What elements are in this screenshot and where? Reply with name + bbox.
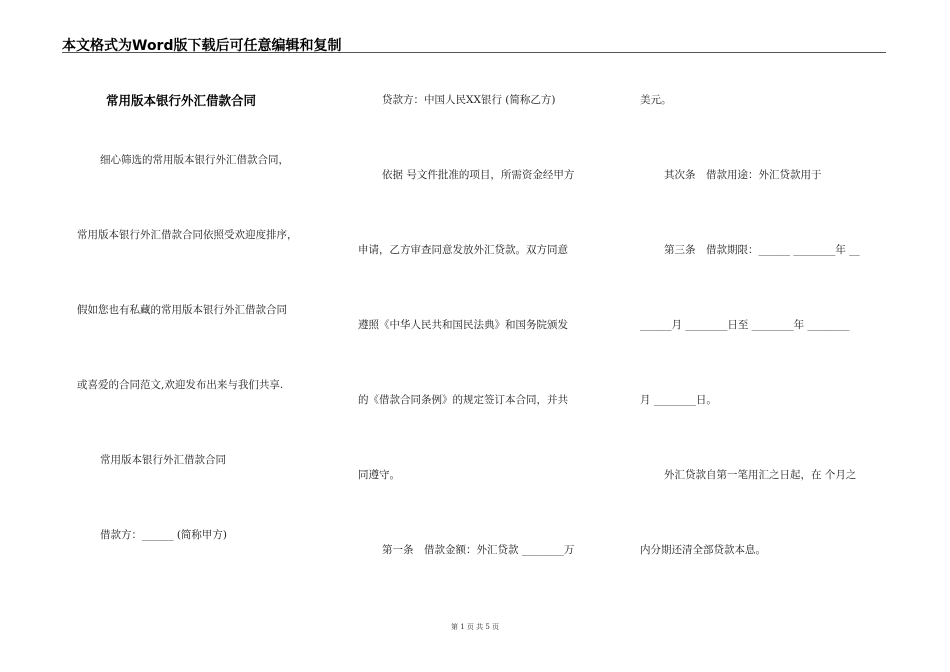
article-2-line: 其次条 借款用途：外汇贷款用于 bbox=[664, 169, 822, 181]
borrower-line: 借款方：______ (简称甲方) bbox=[100, 529, 228, 541]
paragraph-line: 或喜爱的合同范文,欢迎发布出来与我们共享. bbox=[77, 379, 284, 391]
header-divider bbox=[62, 52, 886, 53]
paragraph-line: 内分期还清全部贷款本息。 bbox=[640, 544, 766, 556]
paragraph-line: 月 ________日。 bbox=[640, 394, 717, 406]
article-3-line: 第三条 借款期限：______ ________年 __ bbox=[664, 244, 860, 256]
header-text: 本文格式为Word版下载后可任意编辑和复制 bbox=[62, 38, 342, 54]
paragraph-line: 同遵守。 bbox=[358, 469, 400, 481]
paragraph-line: 假如您也有私藏的常用版本银行外汇借款合同 bbox=[77, 304, 287, 316]
lender-line: 贷款方：中国人民XX银行 (简称乙方) bbox=[382, 94, 556, 106]
paragraph-line: 细心筛选的常用版本银行外汇借款合同， bbox=[100, 154, 289, 166]
document-title: 常用版本银行外汇借款合同 bbox=[106, 93, 257, 108]
article-1-line: 第一条 借款金额：外汇贷款 ________万 bbox=[382, 544, 575, 556]
paragraph-line: 外汇贷款自第一笔用汇之日起，在 个月之 bbox=[664, 469, 857, 481]
page-header bbox=[62, 33, 886, 53]
paragraph-line: ______月 ________日至 ________年 ________ bbox=[640, 319, 850, 331]
page-number: 第 1 页 共 5 页 bbox=[450, 623, 500, 631]
paragraph-line: 常用版本银行外汇借款合同依照受欢迎度排序， bbox=[77, 229, 298, 241]
paragraph-line: 申请，乙方审查同意发放外汇贷款。双方同意 bbox=[358, 244, 568, 256]
contract-subtitle: 常用版本银行外汇借款合同 bbox=[100, 454, 226, 466]
paragraph-line: 依据 号文件批准的项目，所需资金经甲方 bbox=[382, 169, 575, 181]
paragraph-line: 美元。 bbox=[640, 94, 672, 106]
paragraph-line: 遵照《中华人民共和国民法典》和国务院颁发 bbox=[358, 319, 568, 331]
paragraph-line: 的《借款合同条例》的规定签订本合同，并共 bbox=[358, 394, 568, 406]
